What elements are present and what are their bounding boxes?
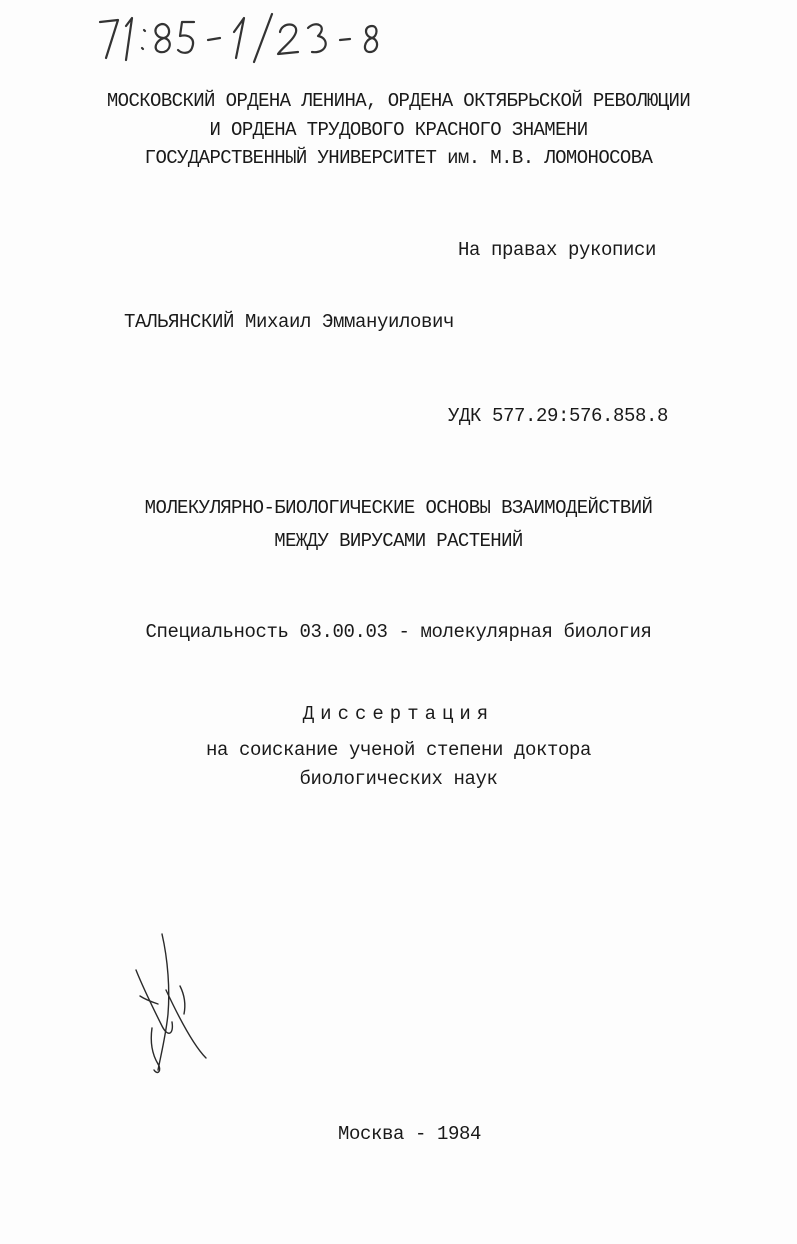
udc-code: УДК 577.29:576.858.8 (448, 405, 669, 427)
institution-line-3: ГОСУДАРСТВЕННЫЙ УНИВЕРСИТЕТ им. М.В. ЛОМОНОСОВА (144, 147, 653, 169)
institution-line-2: И ОРДЕНА ТРУДОВОГО КРАСНОГО ЗНАМЕНИ (209, 119, 588, 141)
handwritten-signature (128, 930, 218, 1080)
handwritten-archive-number (96, 8, 386, 68)
degree-heading: Диссертация (302, 703, 495, 725)
title-line-1: МОЛЕКУЛЯРНО-БИОЛОГИЧЕСКИЕ ОСНОВЫ ВЗАИМОДЕЙСТВИЙ (144, 497, 653, 519)
title-line-2: МЕЖДУ ВИРУСАМИ РАСТЕНИЙ (274, 530, 523, 552)
rights-note: На правах рукописи (458, 239, 657, 261)
institution-line-1: МОСКОВСКИЙ ОРДЕНА ЛЕНИНА, ОРДЕНА ОКТЯБРЬСКОЙ РЕВОЛЮЦИИ (106, 90, 691, 112)
author-name: ТАЛЬЯНСКИЙ Михаил Эммануилович (124, 311, 455, 333)
place-and-year: Москва - 1984 (338, 1123, 482, 1145)
degree-line-2: биологических наук (299, 768, 498, 790)
degree-line-1: на соискание ученой степени доктора (205, 739, 592, 761)
specialty: Специальность 03.00.03 - молекулярная биология (145, 621, 652, 643)
